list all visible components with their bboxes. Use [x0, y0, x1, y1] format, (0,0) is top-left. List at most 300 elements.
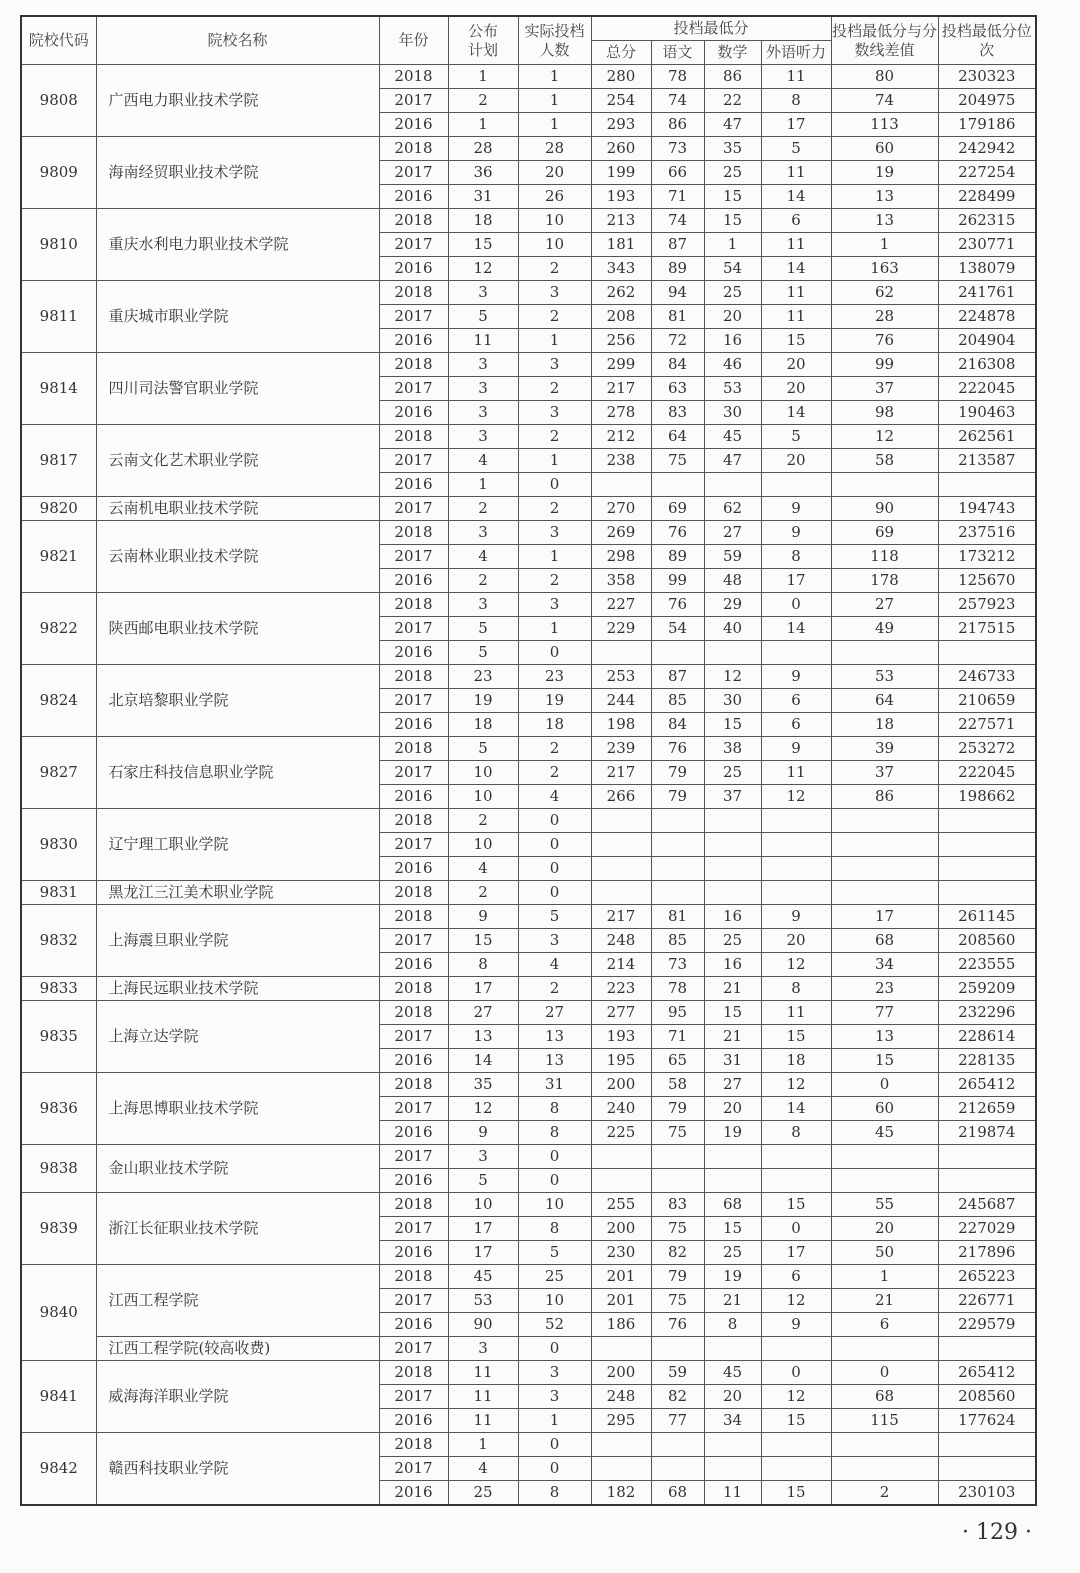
cell-actual: 10	[518, 1289, 591, 1313]
cell-english-listening	[761, 1337, 831, 1361]
cell-chinese: 66	[651, 161, 704, 185]
cell-diff: 1	[831, 233, 938, 257]
cell-math	[704, 473, 761, 497]
school-name: 黑龙江三江美术职业学院	[96, 881, 379, 905]
cell-total: 186	[591, 1313, 651, 1337]
cell-year: 2017	[379, 161, 448, 185]
cell-total: 181	[591, 233, 651, 257]
school-name: 石家庄科技信息职业学院	[96, 737, 379, 809]
cell-english-listening: 8	[761, 89, 831, 113]
cell-total: 256	[591, 329, 651, 353]
cell-actual: 8	[518, 1097, 591, 1121]
cell-total: 255	[591, 1193, 651, 1217]
cell-english-listening: 11	[761, 233, 831, 257]
cell-math: 45	[704, 1361, 761, 1385]
cell-total	[591, 1337, 651, 1361]
school-code: 9817	[21, 425, 96, 497]
cell-chinese: 59	[651, 1361, 704, 1385]
cell-diff: 69	[831, 521, 938, 545]
cell-math: 25	[704, 281, 761, 305]
table-row	[21, 977, 1036, 1001]
cell-diff: 13	[831, 209, 938, 233]
cell-english-listening: 11	[761, 65, 831, 89]
cell-english-listening: 12	[761, 1385, 831, 1409]
cell-rank: 245687	[938, 1193, 1036, 1217]
cell-rank	[938, 1337, 1036, 1361]
cell-math	[704, 1145, 761, 1169]
cell-chinese: 75	[651, 1121, 704, 1145]
cell-year: 2018	[379, 521, 448, 545]
table-body	[21, 65, 1036, 1506]
table-row	[21, 1337, 1036, 1361]
cell-rank: 228499	[938, 185, 1036, 209]
cell-english-listening: 11	[761, 161, 831, 185]
cell-chinese: 95	[651, 1001, 704, 1025]
cell-chinese: 99	[651, 569, 704, 593]
cell-actual: 1	[518, 617, 591, 641]
cell-rank: 125670	[938, 569, 1036, 593]
cell-plan: 4	[448, 545, 518, 569]
cell-plan: 31	[448, 185, 518, 209]
cell-diff: 15	[831, 1049, 938, 1073]
table-row	[21, 65, 1036, 89]
school-code: 9821	[21, 521, 96, 593]
cell-actual: 0	[518, 1337, 591, 1361]
cell-total	[591, 833, 651, 857]
cell-chinese: 65	[651, 1049, 704, 1073]
cell-rank: 177624	[938, 1409, 1036, 1433]
cell-math: 38	[704, 737, 761, 761]
cell-english-listening: 8	[761, 545, 831, 569]
cell-chinese: 74	[651, 209, 704, 233]
cell-diff: 60	[831, 1097, 938, 1121]
cell-actual: 3	[518, 521, 591, 545]
cell-year: 2017	[379, 1025, 448, 1049]
cell-rank: 262561	[938, 425, 1036, 449]
cell-year: 2017	[379, 377, 448, 401]
cell-year: 2018	[379, 665, 448, 689]
school-code: 9809	[21, 137, 96, 209]
cell-chinese: 76	[651, 521, 704, 545]
cell-rank	[938, 881, 1036, 905]
school-code: 9842	[21, 1433, 96, 1506]
cell-plan: 28	[448, 137, 518, 161]
cell-english-listening	[761, 641, 831, 665]
cell-math: 37	[704, 785, 761, 809]
cell-total	[591, 641, 651, 665]
cell-actual: 8	[518, 1121, 591, 1145]
cell-plan: 3	[448, 401, 518, 425]
cell-diff: 34	[831, 953, 938, 977]
cell-plan: 9	[448, 1121, 518, 1145]
cell-math	[704, 833, 761, 857]
cell-math: 20	[704, 305, 761, 329]
cell-chinese	[651, 1337, 704, 1361]
cell-rank	[938, 1433, 1036, 1457]
school-name: 金山职业技术学院	[96, 1145, 379, 1193]
cell-rank: 222045	[938, 761, 1036, 785]
cell-chinese: 72	[651, 329, 704, 353]
school-name: 重庆水利电力职业技术学院	[96, 209, 379, 281]
cell-year: 2016	[379, 1169, 448, 1193]
cell-actual: 2	[518, 977, 591, 1001]
cell-chinese: 73	[651, 953, 704, 977]
cell-english-listening: 11	[761, 305, 831, 329]
cell-diff: 163	[831, 257, 938, 281]
cell-total: 217	[591, 905, 651, 929]
cell-diff: 20	[831, 1217, 938, 1241]
table-row	[21, 1145, 1036, 1169]
cell-year: 2018	[379, 881, 448, 905]
cell-actual: 3	[518, 1361, 591, 1385]
cell-year: 2016	[379, 569, 448, 593]
cell-year: 2018	[379, 425, 448, 449]
cell-english-listening: 11	[761, 1001, 831, 1025]
table-header	[21, 16, 1036, 65]
cell-plan: 3	[448, 281, 518, 305]
cell-total: 230	[591, 1241, 651, 1265]
cell-chinese: 78	[651, 977, 704, 1001]
cell-total: 244	[591, 689, 651, 713]
cell-plan: 3	[448, 1337, 518, 1361]
cell-math	[704, 641, 761, 665]
cell-plan: 13	[448, 1025, 518, 1049]
cell-total: 225	[591, 1121, 651, 1145]
cell-total	[591, 809, 651, 833]
table-row	[21, 353, 1036, 377]
cell-year: 2017	[379, 761, 448, 785]
cell-year: 2017	[379, 617, 448, 641]
cell-actual: 0	[518, 1457, 591, 1481]
cell-actual: 2	[518, 377, 591, 401]
cell-total: 270	[591, 497, 651, 521]
cell-english-listening: 0	[761, 593, 831, 617]
cell-diff: 39	[831, 737, 938, 761]
cell-rank	[938, 1457, 1036, 1481]
cell-diff	[831, 1145, 938, 1169]
cell-diff	[831, 809, 938, 833]
cell-year: 2017	[379, 545, 448, 569]
cell-diff	[831, 857, 938, 881]
cell-year: 2018	[379, 353, 448, 377]
cell-rank: 210659	[938, 689, 1036, 713]
cell-year: 2016	[379, 1241, 448, 1265]
cell-actual: 2	[518, 425, 591, 449]
cell-rank: 227254	[938, 161, 1036, 185]
cell-rank: 246733	[938, 665, 1036, 689]
cell-math: 19	[704, 1121, 761, 1145]
cell-plan: 1	[448, 473, 518, 497]
cell-chinese: 73	[651, 137, 704, 161]
cell-actual: 2	[518, 569, 591, 593]
cell-english-listening	[761, 809, 831, 833]
cell-chinese: 64	[651, 425, 704, 449]
cell-rank: 232296	[938, 1001, 1036, 1025]
cell-diff: 90	[831, 497, 938, 521]
cell-year: 2017	[379, 233, 448, 257]
table-row	[21, 737, 1036, 761]
cell-year: 2016	[379, 857, 448, 881]
cell-chinese: 79	[651, 1265, 704, 1289]
cell-actual: 1	[518, 113, 591, 137]
cell-year: 2016	[379, 113, 448, 137]
cell-year: 2017	[379, 305, 448, 329]
table-row	[21, 665, 1036, 689]
cell-rank: 228614	[938, 1025, 1036, 1049]
school-name: 重庆城市职业学院	[96, 281, 379, 353]
cell-year: 2016	[379, 953, 448, 977]
cell-chinese: 85	[651, 929, 704, 953]
cell-year: 2017	[379, 1385, 448, 1409]
cell-chinese: 89	[651, 257, 704, 281]
cell-math: 62	[704, 497, 761, 521]
school-code: 9820	[21, 497, 96, 521]
cell-plan: 3	[448, 521, 518, 545]
cell-year: 2018	[379, 281, 448, 305]
cell-math: 29	[704, 593, 761, 617]
cell-total: 195	[591, 1049, 651, 1073]
cell-rank: 230103	[938, 1481, 1036, 1506]
school-code: 9839	[21, 1193, 96, 1265]
cell-math	[704, 1433, 761, 1457]
cell-diff: 23	[831, 977, 938, 1001]
header-math: 数学	[704, 41, 761, 65]
cell-diff: 12	[831, 425, 938, 449]
cell-rank	[938, 473, 1036, 497]
cell-math: 20	[704, 1385, 761, 1409]
school-code: 9827	[21, 737, 96, 809]
cell-actual: 10	[518, 209, 591, 233]
cell-rank: 226771	[938, 1289, 1036, 1313]
cell-year: 2018	[379, 65, 448, 89]
cell-actual: 3	[518, 929, 591, 953]
cell-chinese: 75	[651, 1289, 704, 1313]
cell-actual: 0	[518, 1433, 591, 1457]
cell-total: 193	[591, 1025, 651, 1049]
cell-diff: 1	[831, 1265, 938, 1289]
cell-actual: 19	[518, 689, 591, 713]
cell-plan: 17	[448, 977, 518, 1001]
cell-year: 2017	[379, 449, 448, 473]
cell-actual: 27	[518, 1001, 591, 1025]
cell-actual: 0	[518, 833, 591, 857]
cell-actual: 4	[518, 953, 591, 977]
cell-plan: 35	[448, 1073, 518, 1097]
cell-total: 254	[591, 89, 651, 113]
cell-math	[704, 809, 761, 833]
cell-total: 193	[591, 185, 651, 209]
cell-plan: 4	[448, 449, 518, 473]
cell-diff	[831, 1169, 938, 1193]
cell-chinese: 84	[651, 713, 704, 737]
cell-total: 262	[591, 281, 651, 305]
page-number: · 129 ·	[962, 1520, 1032, 1545]
cell-english-listening: 15	[761, 1409, 831, 1433]
cell-actual: 1	[518, 89, 591, 113]
cell-english-listening: 18	[761, 1049, 831, 1073]
cell-english-listening: 5	[761, 425, 831, 449]
cell-math: 27	[704, 1073, 761, 1097]
cell-actual: 3	[518, 593, 591, 617]
cell-actual: 13	[518, 1025, 591, 1049]
cell-math: 22	[704, 89, 761, 113]
cell-rank: 194743	[938, 497, 1036, 521]
cell-rank	[938, 1169, 1036, 1193]
cell-chinese: 82	[651, 1385, 704, 1409]
cell-actual: 52	[518, 1313, 591, 1337]
header-rank: 投档最低分位次	[938, 16, 1036, 65]
cell-chinese: 71	[651, 185, 704, 209]
cell-rank: 265412	[938, 1361, 1036, 1385]
table-row	[21, 593, 1036, 617]
cell-actual: 1	[518, 1409, 591, 1433]
cell-rank: 213587	[938, 449, 1036, 473]
cell-plan: 90	[448, 1313, 518, 1337]
cell-plan: 10	[448, 1193, 518, 1217]
header-total: 总分	[591, 41, 651, 65]
cell-total	[591, 1457, 651, 1481]
cell-diff: 19	[831, 161, 938, 185]
cell-english-listening: 0	[761, 1361, 831, 1385]
cell-chinese: 76	[651, 1313, 704, 1337]
cell-english-listening: 9	[761, 1313, 831, 1337]
table-row	[21, 1265, 1036, 1289]
cell-total: 293	[591, 113, 651, 137]
cell-chinese: 76	[651, 593, 704, 617]
cell-diff: 76	[831, 329, 938, 353]
cell-total: 343	[591, 257, 651, 281]
school-code: 9833	[21, 977, 96, 1001]
cell-english-listening: 20	[761, 929, 831, 953]
cell-math: 45	[704, 425, 761, 449]
cell-plan: 12	[448, 1097, 518, 1121]
cell-actual: 31	[518, 1073, 591, 1097]
cell-math: 8	[704, 1313, 761, 1337]
cell-diff: 80	[831, 65, 938, 89]
cell-total	[591, 1145, 651, 1169]
cell-actual: 3	[518, 281, 591, 305]
cell-diff: 50	[831, 1241, 938, 1265]
cell-english-listening: 14	[761, 1097, 831, 1121]
school-code: 9831	[21, 881, 96, 905]
cell-year: 2017	[379, 833, 448, 857]
cell-rank: 227571	[938, 713, 1036, 737]
cell-plan: 25	[448, 1481, 518, 1506]
cell-diff: 0	[831, 1073, 938, 1097]
cell-english-listening: 20	[761, 353, 831, 377]
table-row	[21, 521, 1036, 545]
cell-rank: 265412	[938, 1073, 1036, 1097]
cell-english-listening: 9	[761, 905, 831, 929]
cell-year: 2016	[379, 1121, 448, 1145]
school-name: 上海立达学院	[96, 1001, 379, 1073]
table-row	[21, 137, 1036, 161]
cell-math: 16	[704, 329, 761, 353]
cell-year: 2016	[379, 1313, 448, 1337]
cell-total: 198	[591, 713, 651, 737]
cell-plan: 2	[448, 497, 518, 521]
cell-chinese	[651, 1145, 704, 1169]
cell-rank: 262315	[938, 209, 1036, 233]
cell-actual: 8	[518, 1481, 591, 1506]
cell-actual: 5	[518, 1241, 591, 1265]
cell-plan: 53	[448, 1289, 518, 1313]
cell-english-listening: 14	[761, 257, 831, 281]
cell-plan: 3	[448, 1145, 518, 1169]
header-plan: 公布计划	[448, 16, 518, 65]
cell-year: 2016	[379, 185, 448, 209]
cell-diff: 178	[831, 569, 938, 593]
cell-english-listening: 11	[761, 281, 831, 305]
school-name: 广西电力职业技术学院	[96, 65, 379, 137]
school-name: 上海震旦职业学院	[96, 905, 379, 977]
cell-rank: 237516	[938, 521, 1036, 545]
cell-chinese: 87	[651, 233, 704, 257]
cell-english-listening: 12	[761, 785, 831, 809]
cell-math: 46	[704, 353, 761, 377]
cell-actual: 5	[518, 905, 591, 929]
cell-actual: 23	[518, 665, 591, 689]
cell-diff: 98	[831, 401, 938, 425]
cell-diff: 37	[831, 377, 938, 401]
header-english-listening: 外语听力	[761, 41, 831, 65]
cell-math: 25	[704, 161, 761, 185]
cell-rank	[938, 1145, 1036, 1169]
cell-rank	[938, 857, 1036, 881]
cell-rank: 208560	[938, 1385, 1036, 1409]
cell-english-listening	[761, 881, 831, 905]
cell-chinese: 58	[651, 1073, 704, 1097]
cell-chinese: 83	[651, 1193, 704, 1217]
cell-chinese: 69	[651, 497, 704, 521]
cell-year: 2018	[379, 1001, 448, 1025]
school-name: 威海海洋职业学院	[96, 1361, 379, 1433]
cell-year: 2017	[379, 1217, 448, 1241]
cell-math: 47	[704, 113, 761, 137]
cell-rank: 173212	[938, 545, 1036, 569]
cell-total: 266	[591, 785, 651, 809]
cell-rank: 204904	[938, 329, 1036, 353]
cell-math	[704, 857, 761, 881]
cell-diff: 68	[831, 1385, 938, 1409]
cell-total: 213	[591, 209, 651, 233]
cell-diff	[831, 881, 938, 905]
school-code: 9824	[21, 665, 96, 737]
cell-plan: 36	[448, 161, 518, 185]
cell-actual: 28	[518, 137, 591, 161]
cell-actual: 0	[518, 641, 591, 665]
cell-rank: 259209	[938, 977, 1036, 1001]
cell-year: 2018	[379, 1361, 448, 1385]
cell-math	[704, 1337, 761, 1361]
cell-plan: 45	[448, 1265, 518, 1289]
table-row	[21, 209, 1036, 233]
cell-diff: 0	[831, 1361, 938, 1385]
cell-chinese: 84	[651, 353, 704, 377]
cell-math: 27	[704, 521, 761, 545]
cell-diff: 6	[831, 1313, 938, 1337]
cell-actual: 0	[518, 1169, 591, 1193]
cell-plan: 10	[448, 785, 518, 809]
cell-year: 2016	[379, 713, 448, 737]
header-diff: 投档最低分与分数线差值	[831, 16, 938, 65]
table-row	[21, 1433, 1036, 1457]
cell-chinese	[651, 881, 704, 905]
cell-plan: 2	[448, 89, 518, 113]
cell-rank: 208560	[938, 929, 1036, 953]
school-code: 9808	[21, 65, 96, 137]
cell-plan: 5	[448, 305, 518, 329]
